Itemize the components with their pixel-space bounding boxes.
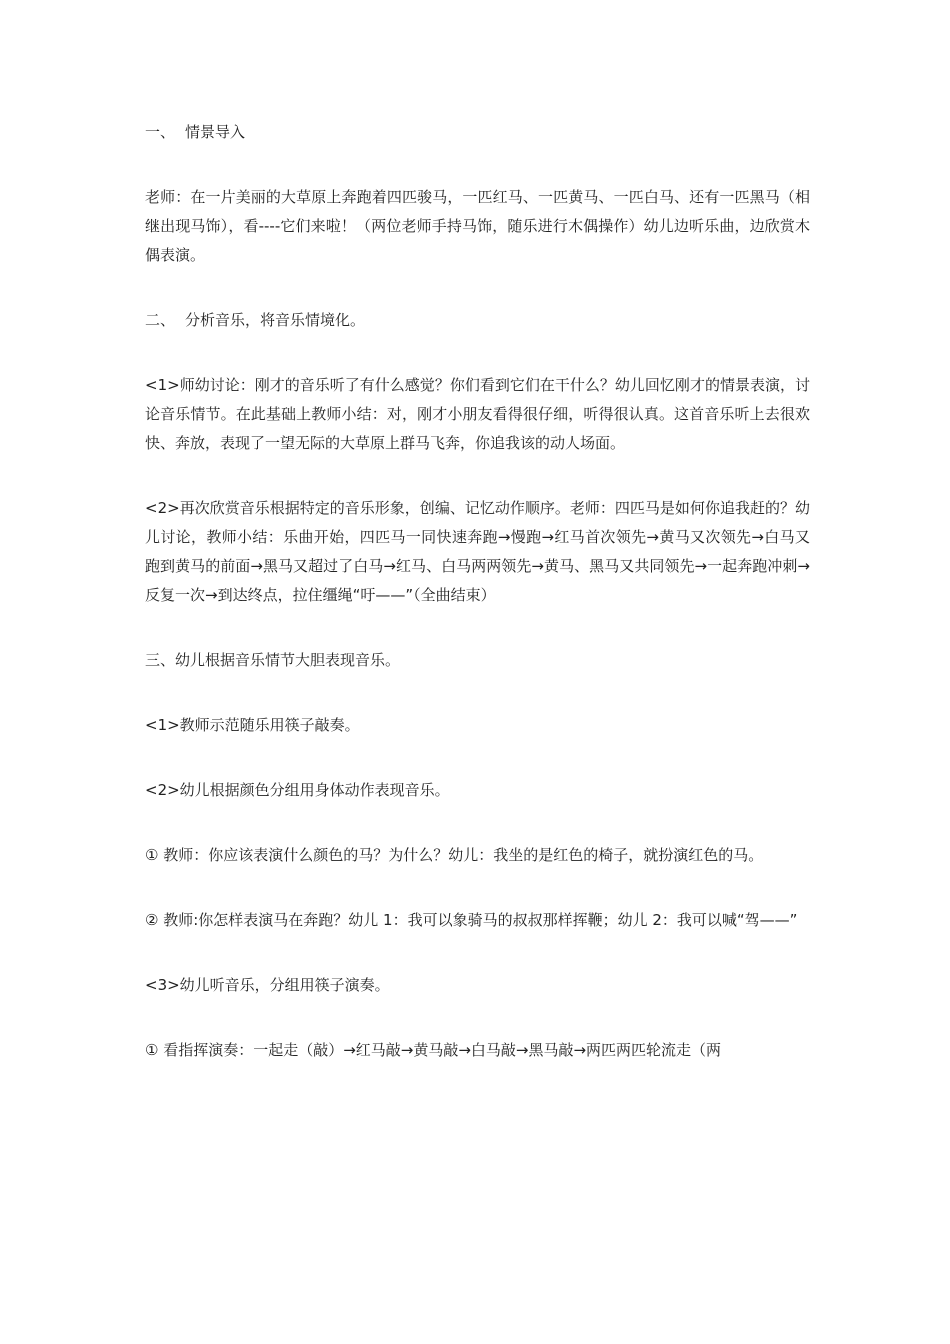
paragraph: <3>幼儿听音乐，分组用筷子演奏。 bbox=[145, 976, 390, 994]
paragraph: <2>幼儿根据颜色分组用身体动作表现音乐。 bbox=[145, 781, 450, 799]
paragraph: 老师：在一片美丽的大草原上奔跑着四匹骏马，一匹红马、一匹黄马、一匹白马、还有一匹黑马（相继出现马饰），看----它们来啦！（两位老师手持马饰，随乐进行木偶操作）幼儿边听乐曲，边欣赏木偶表演。 bbox=[145, 188, 810, 264]
section-heading-3: 三、幼儿根据音乐情节大胆表现音乐。 bbox=[145, 651, 401, 669]
section-title: 情景导入 bbox=[185, 123, 246, 141]
paragraph: <1>师幼讨论：刚才的音乐听了有什么感觉？你们看到它们在干什么？幼儿回忆刚才的情景表演，讨论音乐情节。在此基础上教师小结：对，刚才小朋友看得很仔细，听得很认真。这首音乐听上去很欢快、奔放，表现了一望无际的大草原上群马飞奔，你追我该的动人场面。 bbox=[145, 376, 810, 452]
section-heading-1 bbox=[145, 118, 810, 147]
section-title: 分析音乐，将音乐情境化。 bbox=[185, 311, 366, 329]
section-number: 二、 bbox=[145, 311, 176, 329]
section-heading-2 bbox=[145, 306, 810, 335]
paragraph: <2>再次欣赏音乐根据特定的音乐形象，创编、记忆动作顺序。老师：四匹马是如何你追我赶的？幼儿讨论，教师小结：乐曲开始，四匹马一同快速奔跑→慢跑→红马首次领先→黄马又次领先→白马又跑到黄马的前面→黑马又超过了白马→红马、白马两两领先→黄马、黑马又共同领先→一起奔跑冲刺→反复一次→到达终点，拉住缰绳“吁——”（全曲结束） bbox=[145, 499, 810, 604]
paragraph: <1>教师示范随乐用筷子敲奏。 bbox=[145, 716, 360, 734]
document-body bbox=[145, 118, 810, 1101]
paragraph: ② 教师:你怎样表演马在奔跑？幼儿 1：我可以象骑马的叔叔那样挥鞭；幼儿 2：我可以喊“驾——” bbox=[145, 911, 798, 929]
paragraph: ① 教师：你应该表演什么颜色的马？为什么？幼儿：我坐的是红色的椅子，就扮演红色的马。 bbox=[145, 846, 764, 864]
section-number: 一、 bbox=[145, 123, 176, 141]
paragraph: ① 看指挥演奏：一起走（敲）→红马敲→黄马敲→白马敲→黑马敲→两匹两匹轮流走（两 bbox=[145, 1041, 722, 1059]
